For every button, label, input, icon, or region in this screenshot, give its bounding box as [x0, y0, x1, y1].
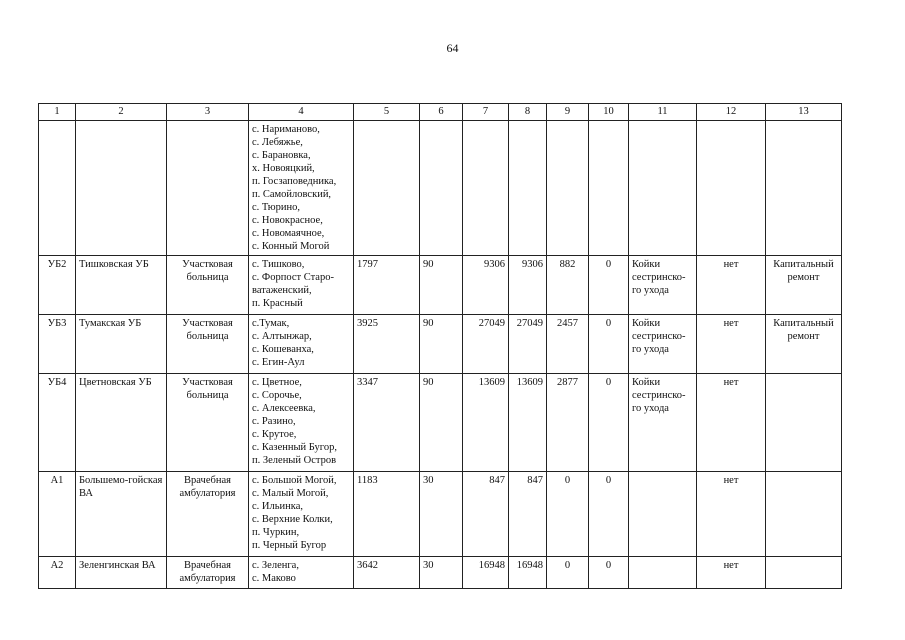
cell-type: Участковая больница — [167, 315, 249, 374]
table-body — [39, 104, 842, 589]
cell-col7 — [463, 121, 509, 256]
settlement-line: с. Алтынжар, — [252, 331, 312, 342]
cell-col12: нет — [697, 315, 766, 374]
settlement-line: ватаженский, — [252, 285, 312, 296]
settlement-line: с. Цветное, — [252, 377, 302, 388]
settlement-line: с. Нариманово, — [252, 124, 320, 135]
cell-col9: 2877 — [547, 374, 589, 472]
settlement-line: с. Сорочье, — [252, 390, 302, 401]
cell-col11 — [629, 121, 697, 256]
cell-col10: 0 — [589, 557, 629, 589]
cell-code: УБ2 — [39, 256, 76, 315]
cell-col7: 13609 — [463, 374, 509, 472]
cell-settlements — [249, 472, 354, 557]
cell-population: 1797 — [354, 256, 420, 315]
cell-population: 3642 — [354, 557, 420, 589]
table-header-row — [39, 104, 842, 121]
cell-col7: 27049 — [463, 315, 509, 374]
cell-col10: 0 — [589, 472, 629, 557]
cell-name: Большемо-гойская ВА — [76, 472, 167, 557]
header-cell: 9 — [547, 104, 589, 121]
table-row — [39, 374, 842, 472]
table-row — [39, 472, 842, 557]
cell-settlements — [249, 315, 354, 374]
header-cell: 12 — [697, 104, 766, 121]
settlement-line: х. Новояцкий, — [252, 163, 315, 174]
header-cell: 11 — [629, 104, 697, 121]
cell-col12 — [697, 121, 766, 256]
cell-type: Врачебная амбулатория — [167, 557, 249, 589]
cell-col9: 882 — [547, 256, 589, 315]
header-cell: 13 — [766, 104, 842, 121]
cell-type: Участковая больница — [167, 256, 249, 315]
cell-col8: 9306 — [509, 256, 547, 315]
table-row — [39, 557, 842, 589]
cell-col12: нет — [697, 374, 766, 472]
cell-col7: 847 — [463, 472, 509, 557]
settlement-line: с. Кошеванха, — [252, 344, 314, 355]
settlement-line: п. Чуркин, — [252, 527, 300, 538]
cell-population: 1183 — [354, 472, 420, 557]
cell-col12: нет — [697, 557, 766, 589]
cell-col9 — [547, 121, 589, 256]
cell-code — [39, 121, 76, 256]
cell-col11 — [629, 472, 697, 557]
cell-col13 — [766, 557, 842, 589]
settlement-line: с. Барановка, — [252, 150, 311, 161]
settlement-line: с. Конный Могой — [252, 241, 330, 252]
header-cell: 3 — [167, 104, 249, 121]
settlement-line: с. Большой Могой, — [252, 475, 337, 486]
cell-col7: 9306 — [463, 256, 509, 315]
header-cell: 7 — [463, 104, 509, 121]
settlement-line: с. Верхние Колки, — [252, 514, 333, 525]
header-cell: 2 — [76, 104, 167, 121]
settlement-line: с. Новокрасное, — [252, 215, 323, 226]
settlement-line: п. Зеленый Остров — [252, 455, 337, 466]
cell-col13 — [766, 121, 842, 256]
settlement-line: с. Маково — [252, 573, 296, 584]
settlement-line: с. Зеленга, — [252, 560, 299, 571]
cell-code: А1 — [39, 472, 76, 557]
cell-type: Врачебная амбулатория — [167, 472, 249, 557]
cell-col13: Капитальный ремонт — [766, 256, 842, 315]
cell-settlements — [249, 121, 354, 256]
cell-col13 — [766, 472, 842, 557]
cell-population — [354, 121, 420, 256]
settlement-line: с. Алексеевка, — [252, 403, 316, 414]
cell-col10: 0 — [589, 256, 629, 315]
cell-col11: Койки сестринско-го ухода — [629, 374, 697, 472]
header-cell: 10 — [589, 104, 629, 121]
settlement-line: с. Егин-Аул — [252, 357, 305, 368]
cell-col9: 2457 — [547, 315, 589, 374]
cell-name: Зеленгинская ВА — [76, 557, 167, 589]
cell-col12: нет — [697, 472, 766, 557]
cell-col10 — [589, 121, 629, 256]
settlement-line: с. Казенный Бугор, — [252, 442, 337, 453]
cell-settlements — [249, 557, 354, 589]
settlement-line: с. Ильинка, — [252, 501, 303, 512]
cell-name — [76, 121, 167, 256]
table-row — [39, 256, 842, 315]
cell-col6 — [420, 121, 463, 256]
cell-col7: 16948 — [463, 557, 509, 589]
cell-col10: 0 — [589, 374, 629, 472]
cell-col10: 0 — [589, 315, 629, 374]
settlement-line: с. Разино, — [252, 416, 296, 427]
cell-settlements — [249, 256, 354, 315]
cell-col9: 0 — [547, 472, 589, 557]
cell-col13 — [766, 374, 842, 472]
settlement-line: с. Крутое, — [252, 429, 297, 440]
cell-col11: Койки сестринско-го ухода — [629, 256, 697, 315]
cell-type: Участковая больница — [167, 374, 249, 472]
cell-col6: 90 — [420, 315, 463, 374]
header-cell: 8 — [509, 104, 547, 121]
cell-code: А2 — [39, 557, 76, 589]
settlement-line: с. Малый Могой, — [252, 488, 329, 499]
header-cell: 1 — [39, 104, 76, 121]
cell-col8 — [509, 121, 547, 256]
cell-name: Цветновская УБ — [76, 374, 167, 472]
facilities-table — [38, 103, 842, 589]
table-row — [39, 315, 842, 374]
cell-col6: 30 — [420, 557, 463, 589]
cell-name: Тишковская УБ — [76, 256, 167, 315]
cell-col8: 13609 — [509, 374, 547, 472]
settlement-line: с.Тумак, — [252, 318, 290, 329]
header-cell: 5 — [354, 104, 420, 121]
settlement-line: с. Новомаячное, — [252, 228, 325, 239]
cell-col8: 16948 — [509, 557, 547, 589]
cell-col8: 27049 — [509, 315, 547, 374]
cell-col9: 0 — [547, 557, 589, 589]
settlement-line: с. Тишково, — [252, 259, 305, 270]
cell-population: 3347 — [354, 374, 420, 472]
cell-col12: нет — [697, 256, 766, 315]
table-row — [39, 121, 842, 256]
header-cell: 4 — [249, 104, 354, 121]
cell-col8: 847 — [509, 472, 547, 557]
cell-col6: 90 — [420, 256, 463, 315]
settlement-line: п. Красный — [252, 298, 303, 309]
header-cell: 6 — [420, 104, 463, 121]
settlement-line: с. Форпост Старо- — [252, 272, 334, 283]
page-number: 64 — [446, 41, 459, 55]
cell-col11: Койки сестринско-го ухода — [629, 315, 697, 374]
cell-code: УБ4 — [39, 374, 76, 472]
settlement-line: п. Черный Бугор — [252, 540, 327, 551]
cell-population: 3925 — [354, 315, 420, 374]
cell-code: УБ3 — [39, 315, 76, 374]
cell-col11 — [629, 557, 697, 589]
cell-col6: 30 — [420, 472, 463, 557]
cell-name: Тумакская УБ — [76, 315, 167, 374]
settlement-line: п. Самойловский, — [252, 189, 332, 200]
cell-col13: Капитальный ремонт — [766, 315, 842, 374]
cell-type — [167, 121, 249, 256]
cell-col6: 90 — [420, 374, 463, 472]
settlement-line: с. Тюрино, — [252, 202, 301, 213]
settlement-line: с. Лебяжье, — [252, 137, 303, 148]
cell-settlements — [249, 374, 354, 472]
settlement-line: п. Госзаповедника, — [252, 176, 337, 187]
